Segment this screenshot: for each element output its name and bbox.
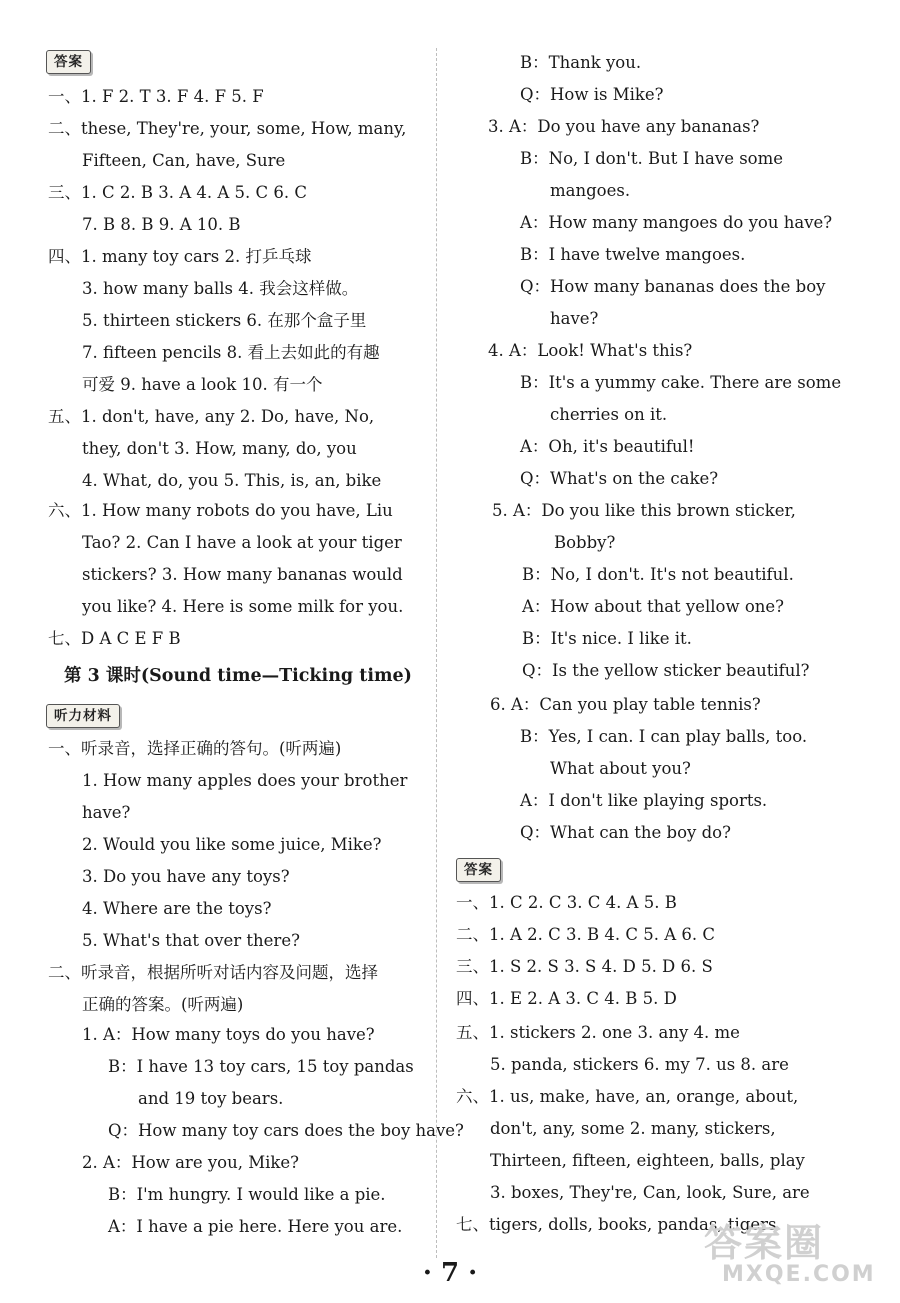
text-line: 4. What, do, you 5. This, is, an, bike: [82, 471, 382, 490]
answer-tag: 答案: [46, 50, 91, 74]
text-line: A：Oh, it's beautiful!: [520, 437, 695, 456]
text-line: What about you?: [550, 759, 691, 778]
page-number: · 7 ·: [422, 1258, 478, 1288]
text-line: stickers? 3. How many bananas would: [82, 565, 403, 584]
text-line: they, don't 3. How, many, do, you: [82, 439, 357, 458]
text-line: 5. What's that over there?: [82, 931, 300, 950]
text-line: Q：How many toy cars does the boy have?: [108, 1121, 464, 1140]
text-line: Q：How many bananas does the boy: [520, 277, 826, 296]
text-line: 一、1. C 2. C 3. C 4. A 5. B: [456, 893, 677, 912]
text-line: A：How many mangoes do you have?: [520, 213, 833, 232]
text-line: Q：What can the boy do?: [520, 823, 731, 842]
text-line: A：How about that yellow one?: [522, 597, 785, 616]
text-line: 5. A：Do you like this brown sticker,: [492, 501, 796, 520]
text-line: 7. B 8. B 9. A 10. B: [82, 215, 241, 234]
text-line: 二、1. A 2. C 3. B 4. C 5. A 6. C: [456, 925, 715, 944]
text-line: B：Yes, I can. I can play balls, too.: [520, 727, 808, 746]
text-line: B：No, I don't. It's not beautiful.: [522, 565, 794, 584]
text-line: 5. panda, stickers 6. my 7. us 8. are: [490, 1055, 789, 1074]
text-line: 二、these, They're, your, some, How, many,: [48, 119, 407, 138]
text-line: and 19 toy bears.: [138, 1089, 284, 1108]
text-line: Fifteen, Can, have, Sure: [82, 151, 286, 170]
watermark-url: MXQE.COM: [722, 1262, 876, 1287]
text-line: 1. How many apples does your brother: [82, 771, 408, 790]
text-line: 7. fifteen pencils 8. 看上去如此的有趣: [82, 343, 380, 362]
text-line: Q：What's on the cake?: [520, 469, 719, 488]
text-line: A：I have a pie here. Here you are.: [108, 1217, 403, 1236]
text-line: Q：How is Mike?: [520, 85, 664, 104]
text-line: 可爱 9. have a look 10. 有一个: [82, 375, 323, 394]
text-line: don't, any, some 2. many, stickers,: [490, 1119, 776, 1138]
text-line: mangoes.: [550, 181, 631, 200]
text-line: 五、1. don't, have, any 2. Do, have, No,: [48, 407, 375, 426]
text-line: A：I don't like playing sports.: [520, 791, 768, 810]
text-line: 3. Do you have any toys?: [82, 867, 290, 886]
listening-material-tag: 听力材料: [46, 704, 120, 728]
text-line: you like? 4. Here is some milk for you.: [82, 597, 404, 616]
text-line: have?: [82, 803, 131, 822]
text-line: Thirteen, fifteen, eighteen, balls, play: [490, 1151, 805, 1170]
text-line: 六、1. How many robots do you have, Liu: [48, 501, 393, 520]
lesson-heading: 第 3 课时(Sound time—Ticking time): [64, 666, 412, 686]
text-line: Tao? 2. Can I have a look at your tiger: [82, 533, 402, 552]
text-line: 3. how many balls 4. 我会这样做。: [82, 279, 359, 298]
text-line: 2. A：How are you, Mike?: [82, 1153, 299, 1172]
text-line: 三、1. S 2. S 3. S 4. D 5. D 6. S: [456, 957, 713, 976]
text-line: 4. Where are the toys?: [82, 899, 272, 918]
text-line: 二、听录音，根据所听对话内容及问题，选择: [48, 963, 378, 982]
text-line: 五、1. stickers 2. one 3. any 4. me: [456, 1023, 740, 1042]
text-line: 六、1. us, make, have, an, orange, about,: [456, 1087, 799, 1106]
text-line: 四、1. E 2. A 3. C 4. B 5. D: [456, 989, 677, 1008]
text-line: B：It's nice. I like it.: [522, 629, 692, 648]
watermark-logo: 答案圈: [704, 1221, 825, 1265]
text-line: 2. Would you like some juice, Mike?: [82, 835, 382, 854]
text-line: B：I'm hungry. I would like a pie.: [108, 1185, 386, 1204]
text-line: have?: [550, 309, 599, 328]
text-line: 一、1. F 2. T 3. F 4. F 5. F: [48, 87, 264, 106]
text-line: Bobby?: [554, 533, 616, 552]
text-line: 七、tigers, dolls, books, pandas, tigers: [456, 1215, 777, 1234]
answer-tag-2: 答案: [456, 858, 501, 882]
text-line: 1. A：How many toys do you have?: [82, 1025, 375, 1044]
text-line: cherries on it.: [550, 405, 668, 424]
text-line: 四、1. many toy cars 2. 打乒乓球: [48, 247, 312, 266]
text-line: 4. A：Look! What's this?: [488, 341, 693, 360]
text-line: B：It's a yummy cake. There are some: [520, 373, 842, 392]
text-line: B：No, I don't. But I have some: [520, 149, 784, 168]
text-line: 5. thirteen stickers 6. 在那个盒子里: [82, 311, 367, 330]
text-line: 三、1. C 2. B 3. A 4. A 5. C 6. C: [48, 183, 307, 202]
text-line: 正确的答案。(听两遍): [82, 995, 244, 1014]
text-line: B：Thank you.: [520, 53, 642, 72]
column-divider: [436, 48, 437, 1258]
text-line: B：I have 13 toy cars, 15 toy pandas: [108, 1057, 414, 1076]
text-line: 6. A：Can you play table tennis?: [490, 695, 761, 714]
text-line: Q：Is the yellow sticker beautiful?: [522, 661, 810, 680]
text-line: B：I have twelve mangoes.: [520, 245, 746, 264]
text-line: 3. A：Do you have any bananas?: [488, 117, 760, 136]
text-line: 3. boxes, They're, Can, look, Sure, are: [490, 1183, 810, 1202]
text-line: 一、听录音，选择正确的答句。(听两遍): [48, 739, 342, 758]
text-line: 七、D A C E F B: [48, 629, 181, 648]
